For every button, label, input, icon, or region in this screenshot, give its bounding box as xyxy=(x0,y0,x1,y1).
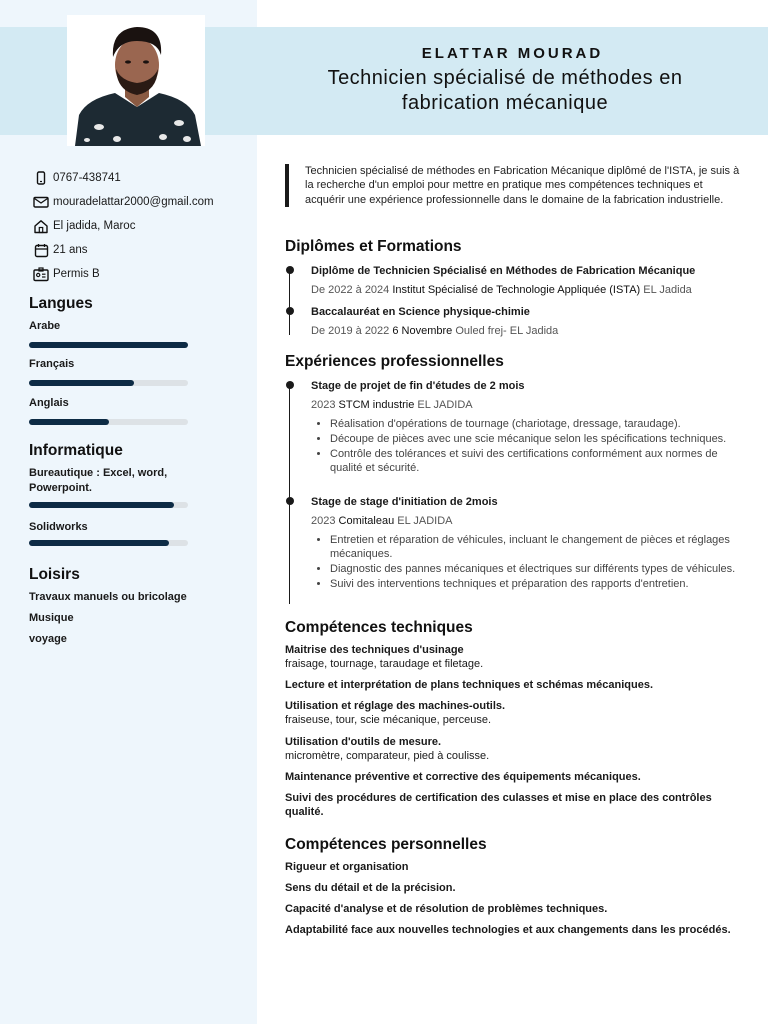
hobby-item: Travaux manuels ou bricolage xyxy=(29,591,187,603)
loisirs-title: Loisirs xyxy=(29,566,80,583)
technical-skills-title xyxy=(285,619,473,637)
diploma-entry xyxy=(311,305,741,338)
experience-meta xyxy=(311,398,741,412)
job-title: Technicien spécialisé de méthodes en fabrication mécanique xyxy=(327,67,683,114)
skill-name: Suivi des procédures de certification des culasses et mise en place des contrôles qualité. xyxy=(285,792,712,819)
skill-detail: micromètre, comparateur, pied à coulisse. xyxy=(285,750,490,763)
contact-email xyxy=(33,190,214,214)
skill-name: Capacité d'analyse et de résolution de problèmes techniques. xyxy=(285,903,608,915)
personal-skill xyxy=(285,860,735,874)
profile-photo xyxy=(67,15,205,146)
contact-phone xyxy=(33,166,214,190)
experience-entry xyxy=(311,495,741,592)
personal-skill xyxy=(285,902,735,916)
technical-skill xyxy=(285,678,735,692)
id-card-icon xyxy=(33,266,49,282)
hobby-item: voyage xyxy=(29,633,67,645)
task-item: • Entretien et réparation de véhicules, incluant le changement de pièces et réglages mécaniques. xyxy=(330,533,741,562)
hobby-item: Musique xyxy=(29,612,74,624)
timeline-dot xyxy=(286,307,294,315)
experience-tasks xyxy=(311,417,741,476)
experiences-title xyxy=(285,353,504,371)
diplomas-title-text: Diplômes et Formations xyxy=(285,238,462,255)
experience-title: Stage de projet de fin d'études de 2 mois xyxy=(311,380,525,392)
experiences-title-text: Expériences professionnelles xyxy=(285,353,504,370)
language-label: Anglais xyxy=(29,397,69,409)
task-item: • Diagnostic des pannes mécaniques et électriques sur différents types de véhicules. xyxy=(330,562,741,576)
experience-entry xyxy=(311,379,741,476)
age-value: 21 ans xyxy=(53,244,88,256)
diploma-title: Diplôme de Technicien Spécialisé en Méthodes de Fabrication Mécanique xyxy=(311,265,696,277)
skill-name: Lecture et interprétation de plans techniques et schémas mécaniques. xyxy=(285,679,654,691)
sidebar-background xyxy=(0,0,257,1024)
level-bar-fill xyxy=(29,380,134,386)
skill-name: Maitrise des techniques d'usinage xyxy=(285,644,464,656)
experience-date: 2023 xyxy=(311,399,336,411)
task-item: • Réalisation d'opérations de tournage (chariotage, dressage, taraudage). xyxy=(330,417,741,431)
timeline-dot xyxy=(286,266,294,274)
diploma-entry xyxy=(311,264,741,297)
level-bar-fill xyxy=(29,502,174,508)
skill-detail: fraiseuse, tour, scie mécanique, perceuse. xyxy=(285,714,492,727)
candidate-name: ELATTAR MOURAD xyxy=(421,45,604,62)
profile-summary: Technicien spécialisé de méthodes en Fabrication Mécanique diplômé de l'ISTA, je suis à la recherche d'un emploi pour mettre en pratique mes compétences techniques et acquérir une expérience professionnelle dans le domaine de la fabrication industrielle. xyxy=(285,164,740,207)
experience-org: STCM industrie xyxy=(338,399,415,411)
personal-skills-title xyxy=(285,836,487,854)
technical-skills-title-text: Compétences techniques xyxy=(285,619,473,636)
technical-skill xyxy=(285,699,735,728)
experience-place: EL JADIDA xyxy=(417,399,473,411)
experience-meta xyxy=(311,514,741,528)
experience-place: EL JADIDA xyxy=(397,515,453,527)
skill-name: Utilisation d'outils de mesure. xyxy=(285,736,442,748)
task-item: • Contrôle des tolérances et suivi des certifications conformément aux normes de qualité et sécurité. xyxy=(330,447,741,476)
timeline-line xyxy=(289,269,290,335)
language-item xyxy=(29,320,188,348)
experience-org: Comitaleau xyxy=(338,515,395,527)
language-label: Français xyxy=(29,358,75,370)
email-value: mouradelattar2000@gmail.com xyxy=(53,196,214,208)
software-label: Bureautique : Excel, word, Powerpoint. xyxy=(29,467,168,494)
diplomas-title xyxy=(285,238,462,256)
home-icon xyxy=(33,218,49,234)
level-bar xyxy=(29,419,188,425)
diploma-meta xyxy=(311,324,741,338)
skill-detail: fraisage, tournage, taraudage et filetage. xyxy=(285,658,484,671)
level-bar-fill xyxy=(29,342,188,348)
task-item: • Suivi des interventions techniques et préparation des rapports d'entretien. xyxy=(330,577,741,591)
technical-skill xyxy=(285,791,735,820)
level-bar xyxy=(29,342,188,348)
personal-skills-title-text: Compétences personnelles xyxy=(285,836,487,853)
diploma-place: EL Jadida xyxy=(643,284,692,296)
diploma-meta xyxy=(311,283,741,297)
task-item: • Découpe de pièces avec une scie mécanique selon les spécifications techniques. xyxy=(330,432,741,446)
diploma-place: Ouled frej- EL Jadida xyxy=(455,325,559,337)
diploma-title: Baccalauréat en Science physique-chimie xyxy=(311,306,530,318)
software-label: Solidworks xyxy=(29,521,88,533)
language-item xyxy=(29,358,188,386)
experience-title: Stage de stage d'initiation de 2mois xyxy=(311,496,498,508)
contact-age xyxy=(33,238,214,262)
informatique-title: Informatique xyxy=(29,442,123,459)
contact-list xyxy=(33,166,214,286)
address-value: El jadida, Maroc xyxy=(53,220,136,232)
level-bar xyxy=(29,380,188,386)
software-item xyxy=(29,466,188,508)
level-bar xyxy=(29,540,188,546)
timeline-dot xyxy=(286,381,294,389)
calendar-icon xyxy=(33,242,49,258)
diploma-date: De 2019 à 2022 xyxy=(311,325,390,337)
skill-name: Utilisation et réglage des machines-outils. xyxy=(285,700,506,712)
level-bar-fill xyxy=(29,419,109,425)
license-value: Permis B xyxy=(53,268,100,280)
contact-license xyxy=(33,262,214,286)
language-item xyxy=(29,397,188,425)
phone-icon xyxy=(33,170,49,186)
mail-icon xyxy=(33,194,49,210)
languages-title: Langues xyxy=(29,295,93,312)
software-item xyxy=(29,520,188,546)
diploma-org: 6 Novembre xyxy=(392,325,453,337)
technical-skill xyxy=(285,770,735,784)
personal-skill xyxy=(285,923,735,937)
technical-skill xyxy=(285,735,735,764)
timeline-dot xyxy=(286,497,294,505)
timeline-line xyxy=(289,384,290,604)
experience-date: 2023 xyxy=(311,515,336,527)
personal-skill xyxy=(285,881,735,895)
language-label: Arabe xyxy=(29,320,61,332)
skill-name: Sens du détail et de la précision. xyxy=(285,882,456,894)
skill-name: Rigueur et organisation xyxy=(285,861,409,873)
diploma-org: Institut Spécialisé de Technologie Appliquée (ISTA) xyxy=(392,284,641,296)
level-bar-fill xyxy=(29,540,169,546)
skill-name: Maintenance préventive et corrective des équipements mécaniques. xyxy=(285,771,641,783)
experience-tasks xyxy=(311,533,741,592)
diploma-date: De 2022 à 2024 xyxy=(311,284,390,296)
technical-skill xyxy=(285,643,735,672)
level-bar xyxy=(29,502,188,508)
skill-name: Adaptabilité face aux nouvelles technologies et aux changements dans les procédés. xyxy=(285,924,731,936)
phone-value: 0767-438741 xyxy=(53,172,121,184)
contact-address xyxy=(33,214,214,238)
